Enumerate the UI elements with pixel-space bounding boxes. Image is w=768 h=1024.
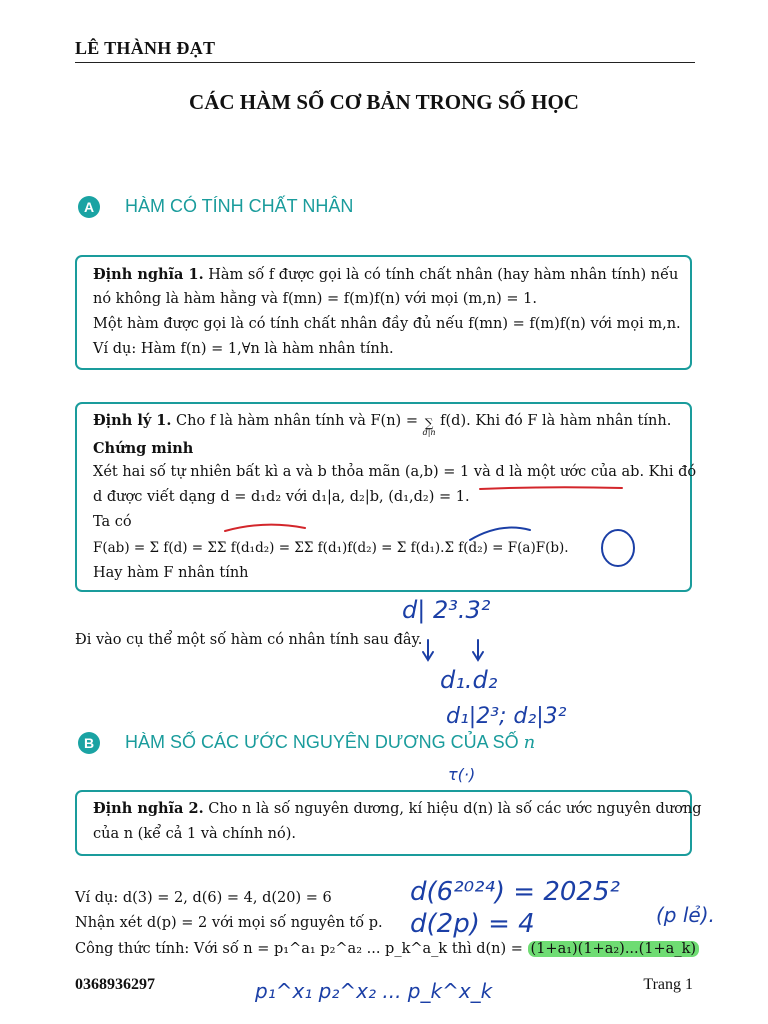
author-name: LÊ THÀNH ĐẠT (75, 38, 216, 58)
section-b-title-var: n (523, 732, 536, 753)
hand-note-6: d(2p) = 4 (410, 909, 535, 939)
hand-note-7: (p lẻ). (656, 903, 715, 927)
intro-text: Đi vào cụ thể một số hàm có nhân tính sau đây. (75, 632, 423, 648)
example-line: Ví dụ: d(3) = 2, d(6) = 4, d(20) = 6 (75, 890, 332, 906)
blue-overline-sum (470, 528, 530, 540)
theorem-1-line-5: Ta có (93, 514, 132, 530)
hand-note-2: d₁.d₂ (440, 666, 498, 694)
section-b-badge: B (78, 732, 100, 754)
blue-circle-Fa (602, 530, 634, 566)
definition-2-text: Cho n là số nguyên dương, kí hiệu d(n) là số các ước nguyên dương (208, 801, 702, 817)
proof-label: Chứng minh (93, 440, 194, 457)
definition-1-line-2: nó không là hàm hằng và f(mn) = f(m)f(n) với mọi (m,n) = 1. (93, 291, 537, 307)
arrow-left (423, 640, 433, 660)
theorem-1-equation: F(ab) = Σ f(d) = ΣΣ f(d₁d₂) = ΣΣ f(d₁)f(d₂) = Σ f(d₁).Σ f(d₂) = F(a)F(b). (93, 540, 569, 556)
hand-note-4: τ(·) (448, 765, 476, 784)
definition-1-text: Hàm số f được gọi là có tính chất nhân (hay hàm nhân tính) nếu (208, 267, 679, 283)
theorem-1-line-3: Xét hai số tự nhiên bất kì a và b thỏa mãn (a,b) = 1 và d là một ước của ab. Khi đó (93, 464, 697, 480)
definition-1-label: Định nghĩa 1. (93, 266, 204, 283)
footer-page-number: Trang 1 (643, 976, 693, 993)
definition-2-label: Định nghĩa 2. (93, 800, 204, 817)
hand-note-8: p₁^x₁ p₂^x₂ ... p_k^x_k (255, 979, 493, 1003)
hand-note-1: d| 2³.3² (402, 596, 491, 624)
section-a-title: HÀM CÓ TÍNH CHẤT NHÂN (125, 196, 354, 216)
formula-text: Công thức tính: Với số n = p₁^a₁ p₂^a₂ ... p_k^a_k thì d(n) = (75, 941, 523, 957)
section-a-badge: A (78, 196, 100, 218)
footer-phone: 0368936297 (75, 976, 155, 993)
definition-1-line-4: Ví dụ: Hàm f(n) = 1,∀n là hàm nhân tính. (93, 341, 394, 357)
hand-note-5: d(6²⁰²⁴) = 2025² (410, 877, 620, 907)
red-underline-mot-uoc (480, 487, 622, 489)
theorem-1-line-7: Hay hàm F nhân tính (93, 565, 249, 581)
red-overline-sum (225, 525, 305, 531)
formula-highlight: (1+a₁)(1+a₂)...(1+a_k) (528, 941, 700, 957)
theorem-1-line-4: d được viết dạng d = d₁d₂ với d₁|a, d₂|b, (d₁,d₂) = 1. (93, 489, 470, 505)
arrow-right (473, 640, 483, 660)
hand-note-3: d₁|2³; d₂|3² (446, 704, 567, 729)
definition-1-line-3: Một hàm được gọi là có tính chất nhân đầy đủ nếu f(mn) = f(m)f(n) với mọi m,n. (93, 316, 681, 332)
page-title: CÁC HÀM SỐ CƠ BẢN TRONG SỐ HỌC (189, 90, 579, 114)
theorem-1-text-b: f(d). Khi đó F là hàm nhân tính. (440, 413, 672, 429)
theorem-1-text-a: Cho f là hàm nhân tính và F(n) = (176, 413, 418, 429)
sum-symbol: ∑ d|n (422, 416, 436, 437)
section-b-title-text: HÀM SỐ CÁC ƯỚC NGUYÊN DƯƠNG CỦA SỐ (125, 732, 519, 752)
definition-2-line-2: của n (kể cả 1 và chính nó). (93, 826, 297, 842)
theorem-1-label: Định lý 1. (93, 412, 172, 429)
remark-line: Nhận xét d(p) = 2 với mọi số nguyên tố p. (75, 915, 383, 931)
